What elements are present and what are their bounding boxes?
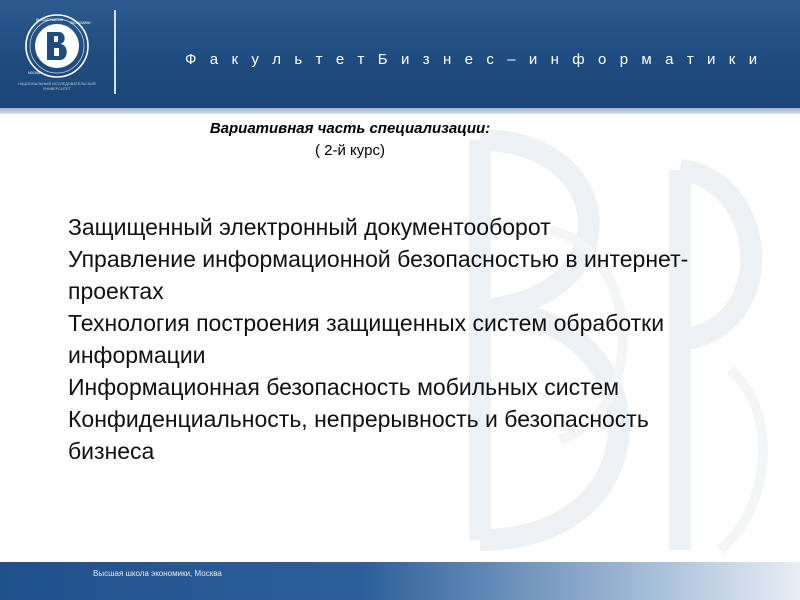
footer-text: Высшая школа экономики, Москва <box>93 569 222 578</box>
course-item: Конфиденциальность, непрерывность и безопасность бизнеса <box>68 406 649 464</box>
logo-graphic <box>14 10 100 82</box>
faculty-title: Ф а к у л ь т е т Б и з н е с – и н ф о р м а т и к и <box>185 51 762 68</box>
course-list <box>68 211 728 467</box>
course-year: ( 2-й курс) <box>315 142 385 159</box>
course-item: Технология построения защищенных систем обработки информации <box>68 310 665 368</box>
svg-text:МОСКВА: МОСКВА <box>28 71 42 75</box>
hse-emblem-icon <box>14 10 100 94</box>
subtitle-block <box>180 118 520 162</box>
section-heading: Вариативная часть специализации: <box>209 120 491 137</box>
svg-text:ВЫСШАЯ ШКОЛА: ВЫСШАЯ ШКОЛА <box>36 18 63 22</box>
header-underline <box>0 108 800 114</box>
logo-caption: НАЦИОНАЛЬНЫЙ ИССЛЕДОВАТЕЛЬСКИЙ УНИВЕРСИТЕТ <box>18 82 96 91</box>
course-item: Защищенный электронный документооборот <box>68 214 551 240</box>
header-divider <box>114 10 116 94</box>
course-item: Управление информационной безопасностью в интернет-проектах <box>68 246 689 304</box>
footer-bar <box>0 562 800 600</box>
svg-text:ЭКОНОМИКИ: ЭКОНОМИКИ <box>70 21 91 25</box>
course-item: Информационная безопасность мобильных систем <box>68 374 620 400</box>
